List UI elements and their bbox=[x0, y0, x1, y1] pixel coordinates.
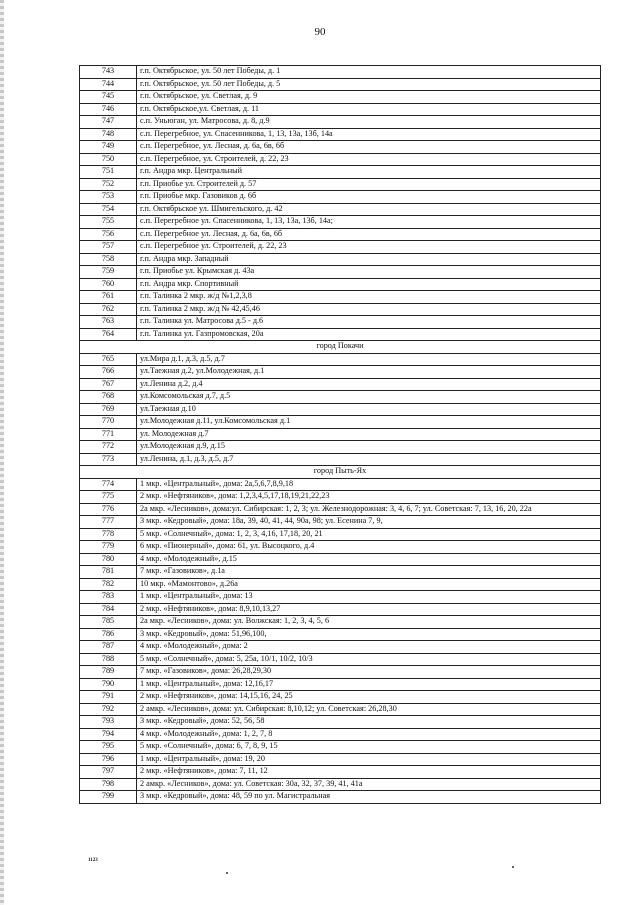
address-cell: 2а мкр. «Лесников», дома:ул. Сибирская: 1, 2, 3; ул. Железнодорожная: 3, 4, 6, 7; ул. Советская: 7, 13, 16, 20, 22а bbox=[137, 503, 601, 516]
table-row bbox=[80, 791, 601, 804]
table-row bbox=[80, 428, 601, 441]
row-number: 768 bbox=[80, 391, 137, 404]
table-row bbox=[80, 316, 601, 329]
address-cell: 5 мкр. «Солнечный», дома: 5, 25а, 10/1, 10/2, 10/3 bbox=[137, 653, 601, 666]
row-number: 781 bbox=[80, 566, 137, 579]
table-row bbox=[80, 491, 601, 504]
table-row bbox=[80, 191, 601, 204]
row-number: 756 bbox=[80, 228, 137, 241]
address-cell: ул.Таежная д.2, ул.Молодежная, д.1 bbox=[137, 366, 601, 379]
address-cell: г.п. Октябрьское, ул. 50 лет Победы, д. 1 bbox=[137, 66, 601, 79]
table-row bbox=[80, 403, 601, 416]
address-cell: 1 мкр. «Центральный», дома: 13 bbox=[137, 591, 601, 604]
address-cell: 4 мкр. «Молодежный», дома: 1, 2, 7, 8 bbox=[137, 728, 601, 741]
address-cell: г.п. Приобье мкр. Газовиков д. 6б bbox=[137, 191, 601, 204]
address-cell: 4 мкр. «Молодежный», д.15 bbox=[137, 553, 601, 566]
section-header-row bbox=[80, 466, 601, 479]
table-row bbox=[80, 766, 601, 779]
address-cell: 2 мкр. «Нефтяников», дома: 1,2,3,4,5,17,18,19,21,22,23 bbox=[137, 491, 601, 504]
table-row bbox=[80, 653, 601, 666]
row-number: 748 bbox=[80, 128, 137, 141]
row-number: 757 bbox=[80, 241, 137, 254]
address-cell: г.п. Талинка ул. Газпромовская, 20а bbox=[137, 328, 601, 341]
page-number: 90 bbox=[314, 26, 326, 38]
footer-mark: 1123 bbox=[88, 858, 98, 863]
address-cell: 5 мкр. «Солнечный», дома: 1, 2, 3, 4,16, 17,18, 20, 21 bbox=[137, 528, 601, 541]
row-number: 747 bbox=[80, 116, 137, 129]
address-cell: 1 мкр. «Центральный», дома: 2а,5,6,7,8,9,18 bbox=[137, 478, 601, 491]
section-header-row bbox=[80, 341, 601, 354]
row-number: 759 bbox=[80, 266, 137, 279]
table-row bbox=[80, 603, 601, 616]
row-number: 777 bbox=[80, 516, 137, 529]
address-cell: 3 мкр. «Кедровый», дома: 48, 59 по ул. Магистральная bbox=[137, 791, 601, 804]
row-number: 792 bbox=[80, 703, 137, 716]
row-number: 785 bbox=[80, 616, 137, 629]
register-table-body bbox=[80, 66, 601, 804]
table-row bbox=[80, 178, 601, 191]
address-cell: 1 мкр. «Центральный», дома: 12,16,17 bbox=[137, 678, 601, 691]
address-cell: 1 мкр. «Центральный», дома: 19, 20 bbox=[137, 753, 601, 766]
table-row bbox=[80, 716, 601, 729]
row-number: 744 bbox=[80, 78, 137, 91]
row-number: 775 bbox=[80, 491, 137, 504]
address-cell: 2 мкр. «Нефтяников», дома: 8,9,10,13,27 bbox=[137, 603, 601, 616]
address-cell: ул.Молодежная д.9, д.15 bbox=[137, 441, 601, 454]
table-row bbox=[80, 553, 601, 566]
row-number: 789 bbox=[80, 666, 137, 679]
row-number: 794 bbox=[80, 728, 137, 741]
address-cell: ул.Ленина, д.1, д.3, д.5, д.7 bbox=[137, 453, 601, 466]
row-number: 758 bbox=[80, 253, 137, 266]
row-number: 798 bbox=[80, 778, 137, 791]
table-row bbox=[80, 703, 601, 716]
address-cell: ул.Молодежная д.11, ул.Комсомольская д.1 bbox=[137, 416, 601, 429]
row-number: 772 bbox=[80, 441, 137, 454]
address-cell: г.п. Приобье ул. Крымская д. 43а bbox=[137, 266, 601, 279]
row-number: 787 bbox=[80, 641, 137, 654]
table-row bbox=[80, 278, 601, 291]
table-row bbox=[80, 253, 601, 266]
address-cell: 3 мкр. «Кедровый», дома: 18а, 39, 40, 41, 44, 90а, 98; ул. Есенина 7, 9, bbox=[137, 516, 601, 529]
address-cell: г.п. Талинка 2 мкр. ж/д № 42,45,46 bbox=[137, 303, 601, 316]
table-row bbox=[80, 128, 601, 141]
address-cell: г.п. Октябрьское ул. Шмигельского, д. 42 bbox=[137, 203, 601, 216]
address-cell: г.п. Талинка ул. Матросова д.5 - д.6 bbox=[137, 316, 601, 329]
table-row bbox=[80, 241, 601, 254]
row-number: 746 bbox=[80, 103, 137, 116]
row-number: 752 bbox=[80, 178, 137, 191]
table-row bbox=[80, 291, 601, 304]
row-number: 771 bbox=[80, 428, 137, 441]
row-number: 755 bbox=[80, 216, 137, 229]
address-cell: с.п. Перегребное, ул. Строителей, д. 22, 23 bbox=[137, 153, 601, 166]
scan-dot bbox=[226, 872, 228, 874]
row-number: 770 bbox=[80, 416, 137, 429]
table-row bbox=[80, 203, 601, 216]
table-row bbox=[80, 591, 601, 604]
row-number: 790 bbox=[80, 678, 137, 691]
address-cell: г.п. Октябрьское, ул. 50 лет Победы, д. 5 bbox=[137, 78, 601, 91]
table-row bbox=[80, 366, 601, 379]
address-register-table bbox=[79, 65, 601, 804]
address-cell: г.п. Андра мкр. Спортивный bbox=[137, 278, 601, 291]
table-row bbox=[80, 91, 601, 104]
table-row bbox=[80, 778, 601, 791]
address-cell: 5 мкр. «Солнечный», дома: 6, 7, 8, 9, 15 bbox=[137, 741, 601, 754]
address-cell: с.п. Перегребное ул. Спасенникова, 1, 13, 13а, 13б, 14а; bbox=[137, 216, 601, 229]
address-cell: 3 мкр. «Кедровый», дома: 52, 56, 58 bbox=[137, 716, 601, 729]
table-row bbox=[80, 303, 601, 316]
address-cell: ул.Комсомольская д.7, д.5 bbox=[137, 391, 601, 404]
table-row bbox=[80, 541, 601, 554]
row-number: 749 bbox=[80, 141, 137, 154]
row-number: 799 bbox=[80, 791, 137, 804]
row-number: 782 bbox=[80, 578, 137, 591]
row-number: 793 bbox=[80, 716, 137, 729]
table-row bbox=[80, 628, 601, 641]
table-row bbox=[80, 503, 601, 516]
address-cell: с.п. Перегребное, ул. Спасенникова, 1, 13, 13а, 13б, 14а bbox=[137, 128, 601, 141]
table-row bbox=[80, 753, 601, 766]
row-number: 767 bbox=[80, 378, 137, 391]
table-row bbox=[80, 578, 601, 591]
row-number: 761 bbox=[80, 291, 137, 304]
address-cell: г.п. Приобье ул. Строителей д. 57 bbox=[137, 178, 601, 191]
address-cell: 2 мкр. «Нефтяников», дома: 7, 11, 12 bbox=[137, 766, 601, 779]
row-number: 783 bbox=[80, 591, 137, 604]
address-cell: г.п. Талинка 2 мкр. ж/д №1,2,3,8 bbox=[137, 291, 601, 304]
table-row bbox=[80, 666, 601, 679]
table-row bbox=[80, 266, 601, 279]
table-row bbox=[80, 328, 601, 341]
row-number: 745 bbox=[80, 91, 137, 104]
table-row bbox=[80, 691, 601, 704]
address-cell: с.п. Перегребное, ул. Лесная, д. 6а, 6в, 6б bbox=[137, 141, 601, 154]
row-number: 751 bbox=[80, 166, 137, 179]
table-row bbox=[80, 741, 601, 754]
table-row bbox=[80, 566, 601, 579]
table-row bbox=[80, 166, 601, 179]
row-number: 796 bbox=[80, 753, 137, 766]
row-number: 786 bbox=[80, 628, 137, 641]
address-cell: 10 мкр. «Мамонтово», д.26а bbox=[137, 578, 601, 591]
address-cell: с.п. Перегребное ул. Лесная, д. 6а, 6в, 6б bbox=[137, 228, 601, 241]
table-row bbox=[80, 641, 601, 654]
table-row bbox=[80, 116, 601, 129]
table-row bbox=[80, 216, 601, 229]
table-row bbox=[80, 678, 601, 691]
section-title: город Покачи bbox=[80, 341, 601, 354]
address-cell: ул.Таежная д.10 bbox=[137, 403, 601, 416]
table-row bbox=[80, 228, 601, 241]
table-row bbox=[80, 616, 601, 629]
table-row bbox=[80, 441, 601, 454]
address-cell: 2 мкр. «Нефтяников», дома: 14,15,16, 24, 25 bbox=[137, 691, 601, 704]
row-number: 795 bbox=[80, 741, 137, 754]
address-cell: 7 мкр. «Газовиков», д.1а bbox=[137, 566, 601, 579]
row-number: 773 bbox=[80, 453, 137, 466]
table-row bbox=[80, 516, 601, 529]
address-cell: ул. Молодежная д.7 bbox=[137, 428, 601, 441]
row-number: 776 bbox=[80, 503, 137, 516]
address-cell: г.п. Октябрьское,ул. Светлая, д. 11 bbox=[137, 103, 601, 116]
address-cell: 4 мкр. «Молодежный», дома: 2 bbox=[137, 641, 601, 654]
row-number: 762 bbox=[80, 303, 137, 316]
address-cell: г.п. Андра мкр. Центральный bbox=[137, 166, 601, 179]
row-number: 797 bbox=[80, 766, 137, 779]
table-row bbox=[80, 153, 601, 166]
address-cell: ул.Мира д.1, д.3, д.5, д.7 bbox=[137, 353, 601, 366]
row-number: 784 bbox=[80, 603, 137, 616]
table-row bbox=[80, 378, 601, 391]
table-row bbox=[80, 728, 601, 741]
row-number: 750 bbox=[80, 153, 137, 166]
row-number: 765 bbox=[80, 353, 137, 366]
address-cell: с.п. Перегребное ул. Строителей, д. 22, 23 bbox=[137, 241, 601, 254]
scan-dot bbox=[512, 866, 514, 868]
address-cell: г.п. Андра мкр. Западный bbox=[137, 253, 601, 266]
address-cell: 2 амкр. «Лесников», дома: ул. Сибирская: 8,10,12; ул. Советская: 26,28,30 bbox=[137, 703, 601, 716]
table-row bbox=[80, 66, 601, 79]
table-row bbox=[80, 416, 601, 429]
address-cell: с.п. Уньюган, ул. Матросова, д. 8, д.9 bbox=[137, 116, 601, 129]
row-number: 778 bbox=[80, 528, 137, 541]
row-number: 760 bbox=[80, 278, 137, 291]
row-number: 774 bbox=[80, 478, 137, 491]
table-row bbox=[80, 103, 601, 116]
address-cell: ул.Ленина д.2, д.4 bbox=[137, 378, 601, 391]
table-row bbox=[80, 141, 601, 154]
row-number: 763 bbox=[80, 316, 137, 329]
row-number: 780 bbox=[80, 553, 137, 566]
table-row bbox=[80, 453, 601, 466]
table-row bbox=[80, 478, 601, 491]
row-number: 779 bbox=[80, 541, 137, 554]
table-row bbox=[80, 391, 601, 404]
row-number: 754 bbox=[80, 203, 137, 216]
section-title: город Пыть-Ях bbox=[80, 466, 601, 479]
address-cell: 3 мкр. «Кедровый», дома: 51,96,100, bbox=[137, 628, 601, 641]
address-cell: 7 мкр. «Газовиков», дома: 26,28,29,30 bbox=[137, 666, 601, 679]
row-number: 764 bbox=[80, 328, 137, 341]
address-cell: 6 мкр. «Пионерный», дома: 61, ул. Высоцкого, д.4 bbox=[137, 541, 601, 554]
row-number: 753 bbox=[80, 191, 137, 204]
table-row bbox=[80, 528, 601, 541]
row-number: 769 bbox=[80, 403, 137, 416]
row-number: 788 bbox=[80, 653, 137, 666]
address-cell: 2а мкр. «Лесников», дома: ул. Волжская: 1, 2, 3, 4, 5, 6 bbox=[137, 616, 601, 629]
row-number: 791 bbox=[80, 691, 137, 704]
address-cell: г.п. Октябрьское, ул. Светлая, д. 9 bbox=[137, 91, 601, 104]
table-row bbox=[80, 78, 601, 91]
row-number: 743 bbox=[80, 66, 137, 79]
row-number: 766 bbox=[80, 366, 137, 379]
table-row bbox=[80, 353, 601, 366]
scan-edge bbox=[0, 0, 4, 905]
address-cell: 2 амкр. «Лесников», дома: ул. Советская: 30а, 32, 37, 39, 41, 41а bbox=[137, 778, 601, 791]
